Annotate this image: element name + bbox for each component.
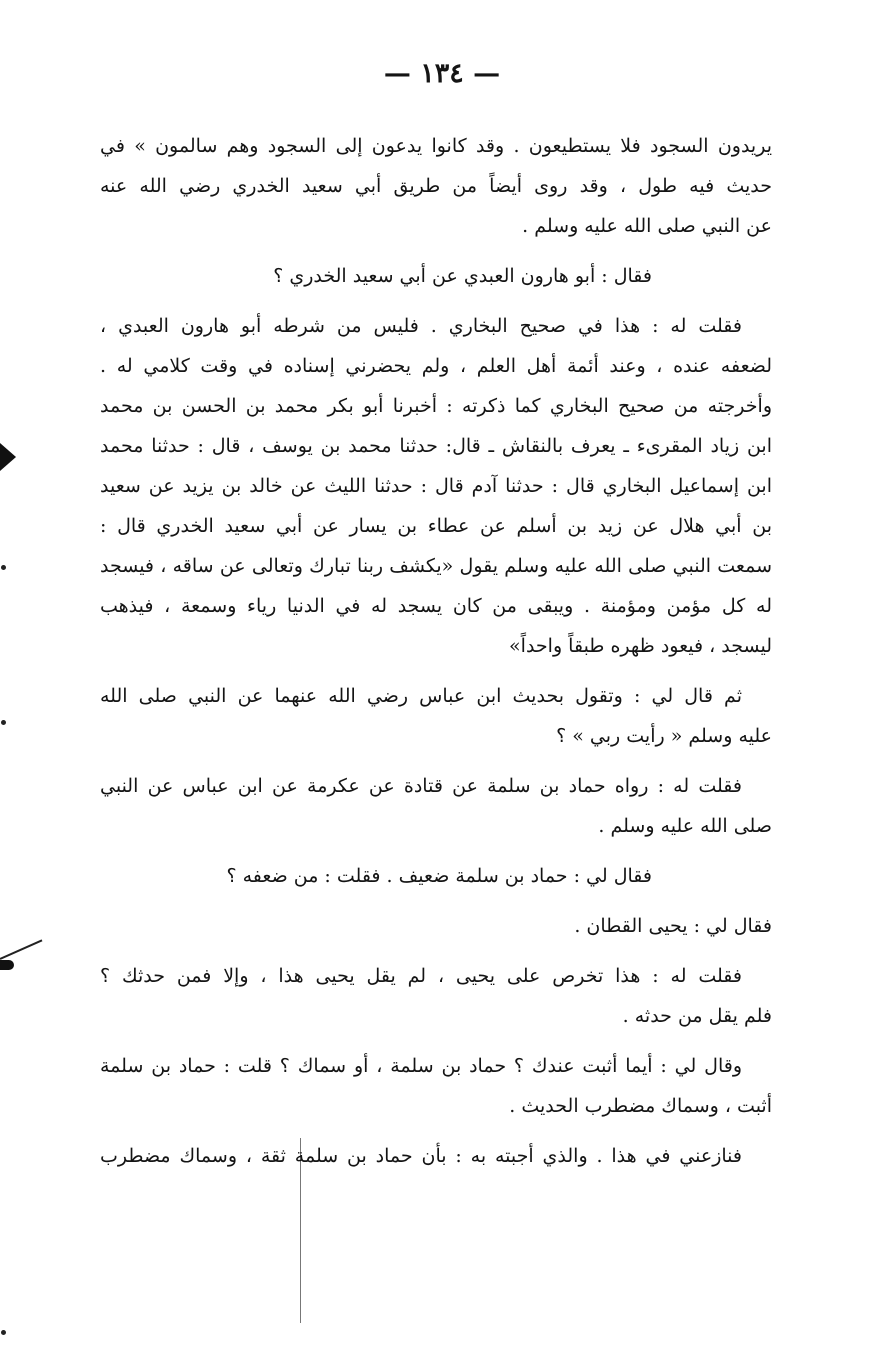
text-line: فقلت له : هذا تخرص على يحيى ، لم يقل يحيى هذا ، وإلا فمن حدثك ؟: [100, 965, 742, 987]
paragraph: [100, 306, 772, 666]
paragraph: [100, 126, 772, 246]
text-line: فنازعني في هذا . والذي أجبته به : بأن حماد بن سلمة ثقة ، وسماك مضطرب: [100, 1145, 742, 1167]
scan-edge-mark: [0, 443, 16, 471]
text-line: فقال لي : حماد بن سلمة ضعيف . فقلت : من ضعفه ؟: [226, 865, 652, 887]
paragraph: [100, 676, 772, 756]
paragraph: [100, 856, 772, 896]
text-line: سمعت النبي صلى الله عليه وسلم يقول «يكشف ربنا تبارك وتعالى عن ساقه ، فيسجد: [100, 555, 772, 577]
text-line: ليسجد ، فيعود ظهره طبقاً واحداً»: [509, 635, 772, 657]
paragraph: [100, 956, 772, 1036]
text-line: أثبت ، وسماك مضطرب الحديث .: [509, 1095, 772, 1117]
text-line: عن النبي صلى الله عليه وسلم .: [522, 215, 772, 237]
text-line: ابن زياد المقرىء ـ يعرف بالنقاش ـ قال: حدثنا محمد بن يوسف ، قال : حدثنا محمد: [100, 435, 772, 457]
text-line: بن أبي هلال عن زيد بن أسلم عن عطاء بن يسار عن أبي سعيد الخدري قال :: [100, 515, 772, 537]
page-number: — ١٣٤ —: [383, 58, 501, 89]
text-line: فقال لي : يحيى القطان .: [574, 915, 772, 937]
scan-dot: [1, 565, 6, 570]
paragraph: [100, 1046, 772, 1126]
paragraph: [100, 906, 772, 946]
scan-edge-mark: [0, 960, 14, 970]
paragraph: [100, 256, 772, 296]
text-line: وقال لي : أيما أثبت عندك ؟ حماد بن سلمة ، أو سماك ؟ قلت : حماد بن سلمة: [100, 1055, 742, 1077]
text-line: لضعفه عنده ، وعند أئمة أهل العلم ، ولم يحضرني إسناده في وقت كلامي له .: [100, 355, 772, 377]
scan-dot: [1, 1330, 6, 1335]
text-line: فقال : أبو هارون العبدي عن أبي سعيد الخدري ؟: [273, 265, 652, 287]
paragraph: [100, 1136, 772, 1176]
text-line: عليه وسلم « رأيت ربي » ؟: [556, 725, 772, 747]
text-line: صلى الله عليه وسلم .: [598, 815, 772, 837]
text-line: وأخرجته من صحيح البخاري كما ذكرته : أخبرنا أبو بكر محمد بن الحسن بن محمد: [100, 395, 772, 417]
scan-dot: [1, 720, 6, 725]
paragraph: [100, 766, 772, 846]
text-line: ابن إسماعيل البخاري قال : حدثنا آدم قال : حدثنا الليث عن خالد بن يزيد عن سعيد: [100, 475, 772, 497]
text-line: له كل مؤمن ومؤمنة . ويبقى من كان يسجد له في الدنيا رياء وسمعة ، فيذهب: [100, 595, 772, 617]
text-line: ثم قال لي : وتقول بحديث ابن عباس رضي الله عنهما عن النبي صلى الله: [100, 685, 742, 707]
scan-edge-stroke: [0, 939, 42, 960]
text-line: فقلت له : هذا في صحيح البخاري . فليس من شرطه أبو هارون العبدي ،: [100, 315, 742, 337]
text-line: فقلت له : رواه حماد بن سلمة عن قتادة عن عكرمة عن ابن عباس عن النبي: [100, 775, 742, 797]
body-text: [100, 126, 772, 1176]
text-line: فلم يقل من حدثه .: [622, 1005, 772, 1027]
text-line: يريدون السجود فلا يستطيعون . وقد كانوا يدعون إلى السجود وهم سالمون » في: [100, 135, 772, 157]
text-line: حديث فيه طول ، وقد روى أيضاً من طريق أبي سعيد الخدري رضي الله عنه: [100, 175, 772, 197]
